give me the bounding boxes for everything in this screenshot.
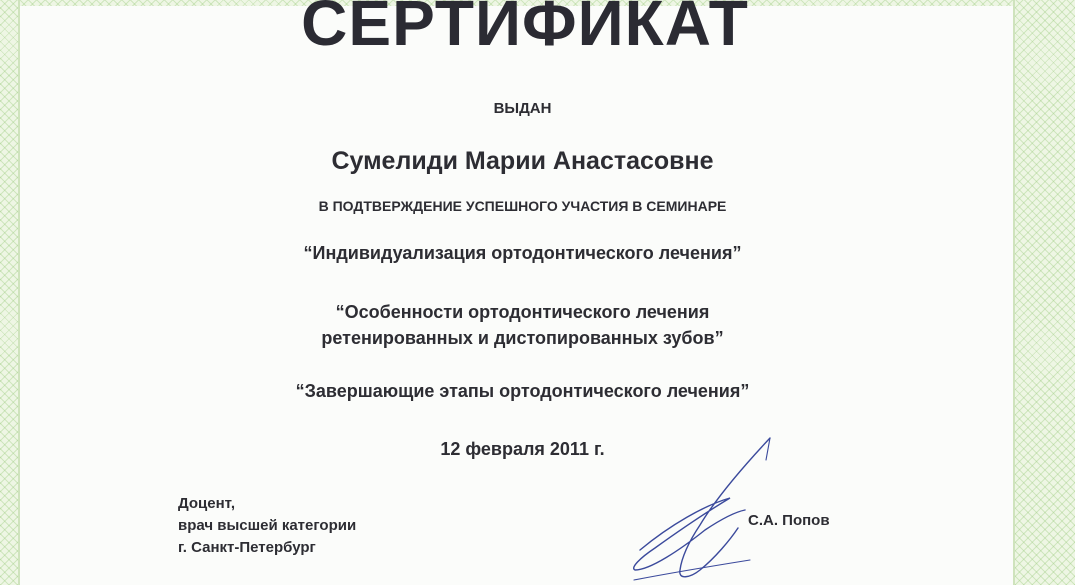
signer-name: С.А. Попов: [748, 512, 830, 529]
frame-border-right: [1013, 0, 1015, 585]
signatory-category: врач высшей категории: [178, 517, 357, 534]
decorative-frame-right: [1015, 0, 1075, 585]
handwritten-signature: [620, 430, 790, 585]
seminar-title-1: “Индивидуализация ортодонтического лечения”: [303, 243, 742, 263]
seminar-title-3: “Завершающие этапы ортодонтического лечения”: [295, 381, 750, 401]
decorative-frame-left: [0, 0, 18, 585]
certificate-date: 12 февраля 2011 г.: [440, 439, 605, 459]
signatory-credentials: [178, 493, 356, 559]
frame-border-left: [18, 0, 20, 585]
signatory-city: г. Санкт-Петербург: [178, 539, 316, 556]
signatory-position: Доцент,: [178, 495, 236, 512]
issued-label: ВЫДАН: [493, 100, 552, 117]
seminar-title-2-line-2: ретенированных и дистопированных зубов”: [321, 328, 724, 348]
confirmation-text: В ПОДТВЕРЖДЕНИЕ УСПЕШНОГО УЧАСТИЯ В СЕМИНАРЕ: [318, 198, 727, 214]
seminar-title-2-line-1: “Особенности ортодонтического лечения: [335, 302, 710, 322]
certificate-title: СЕРТИФИКАТ: [301, 0, 749, 59]
recipient-name: Сумелиди Марии Анастасовне: [331, 147, 714, 175]
